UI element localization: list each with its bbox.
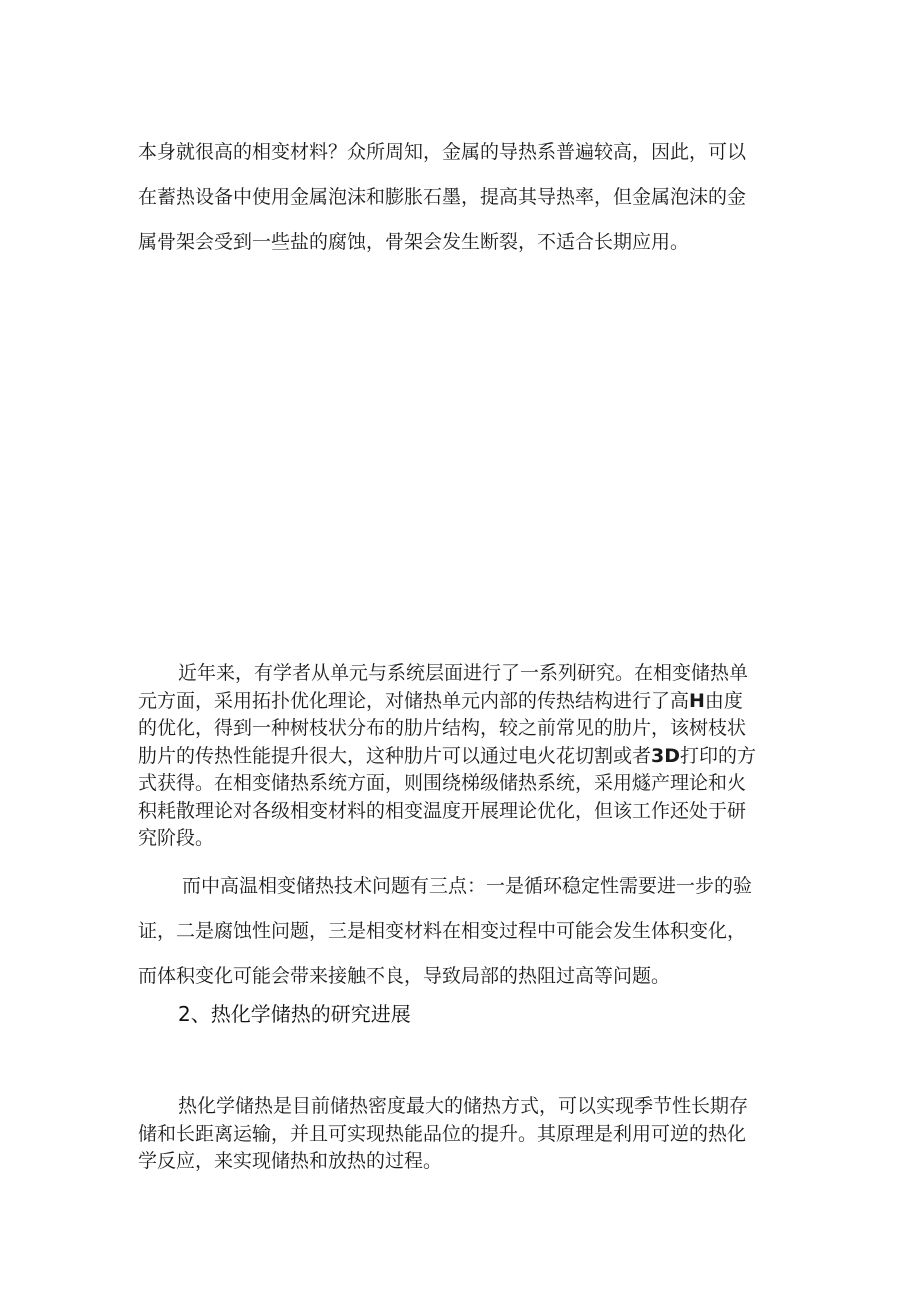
text-line: 而中高温相变储热技术问题有三点：一是循环稳定性需要进一步的验 (182, 875, 753, 897)
text-line: 积耗散理论对各级相变材料的相变温度开展理论优化，但该工作还处于研 (138, 799, 747, 822)
text-line: 储和长距离运输，并且可实现热能品位的提升。其原理是利用可逆的热化 (138, 1122, 747, 1145)
text-segment: 由度 (704, 689, 743, 712)
text-line: 属骨架会受到一些盐的腐蚀，骨架会发生断裂，不适合长期应用。 (138, 231, 690, 253)
text-line: 本身就很高的相变材料？众所周知，金属的导热系普遍较高，因此，可以 (138, 141, 747, 163)
text-segment: 打印的方 (680, 744, 757, 767)
text-segment-bold: H (689, 689, 705, 712)
text-segment-bold: 3D (651, 744, 681, 767)
text-line: 式获得。在相变储热系统方面，则围绕梯级储热系统，采用燧产理论和火 (138, 772, 747, 794)
text-line: 究阶段。 (138, 827, 215, 849)
section-heading: 2、热化学储热的研究进展 (178, 1002, 411, 1026)
text-line: 证，二是腐蚀性问题，三是相变材料在相变过程中可能会发生体积变化， (138, 920, 747, 942)
text-segment: 肋片的传热性能提升很大，这种肋片可以通过电火花切割或者 (138, 744, 652, 767)
text-line: 近年来，有学者从单元与系统层面进行了一系列研究。在相变储热单 (178, 662, 749, 684)
text-line: 热化学储热是目前储热密度最大的储热方式，可以实现季节性长期存 (178, 1095, 749, 1117)
paragraph-thermochemical-storage (138, 1093, 790, 1176)
text-line: 在蓄热设备中使用金属泡沫和膨胀石墨，提高其导热率，但金属泡沫的金 (138, 186, 747, 208)
text-line: 的优化，得到一种树枝状分布的肋片结构，较之前常见的肋片，该树枝状 (138, 717, 747, 739)
paragraph-phase-change-problems (138, 864, 790, 999)
paragraph-unit-system-research (138, 660, 790, 853)
text-line (138, 743, 790, 771)
text-line: 学反应，来实现储热和放热的过程。 (138, 1150, 443, 1172)
text-line (138, 688, 790, 716)
paragraph-phase-change-metal-foam (138, 130, 790, 265)
text-segment: 元方面，采用拓扑优化理论，对储热单元内部的传热结构进行了高 (138, 689, 690, 712)
text-line: 而体积变化可能会带来接触不良，导致局部的热阻过高等问题。 (138, 965, 671, 987)
